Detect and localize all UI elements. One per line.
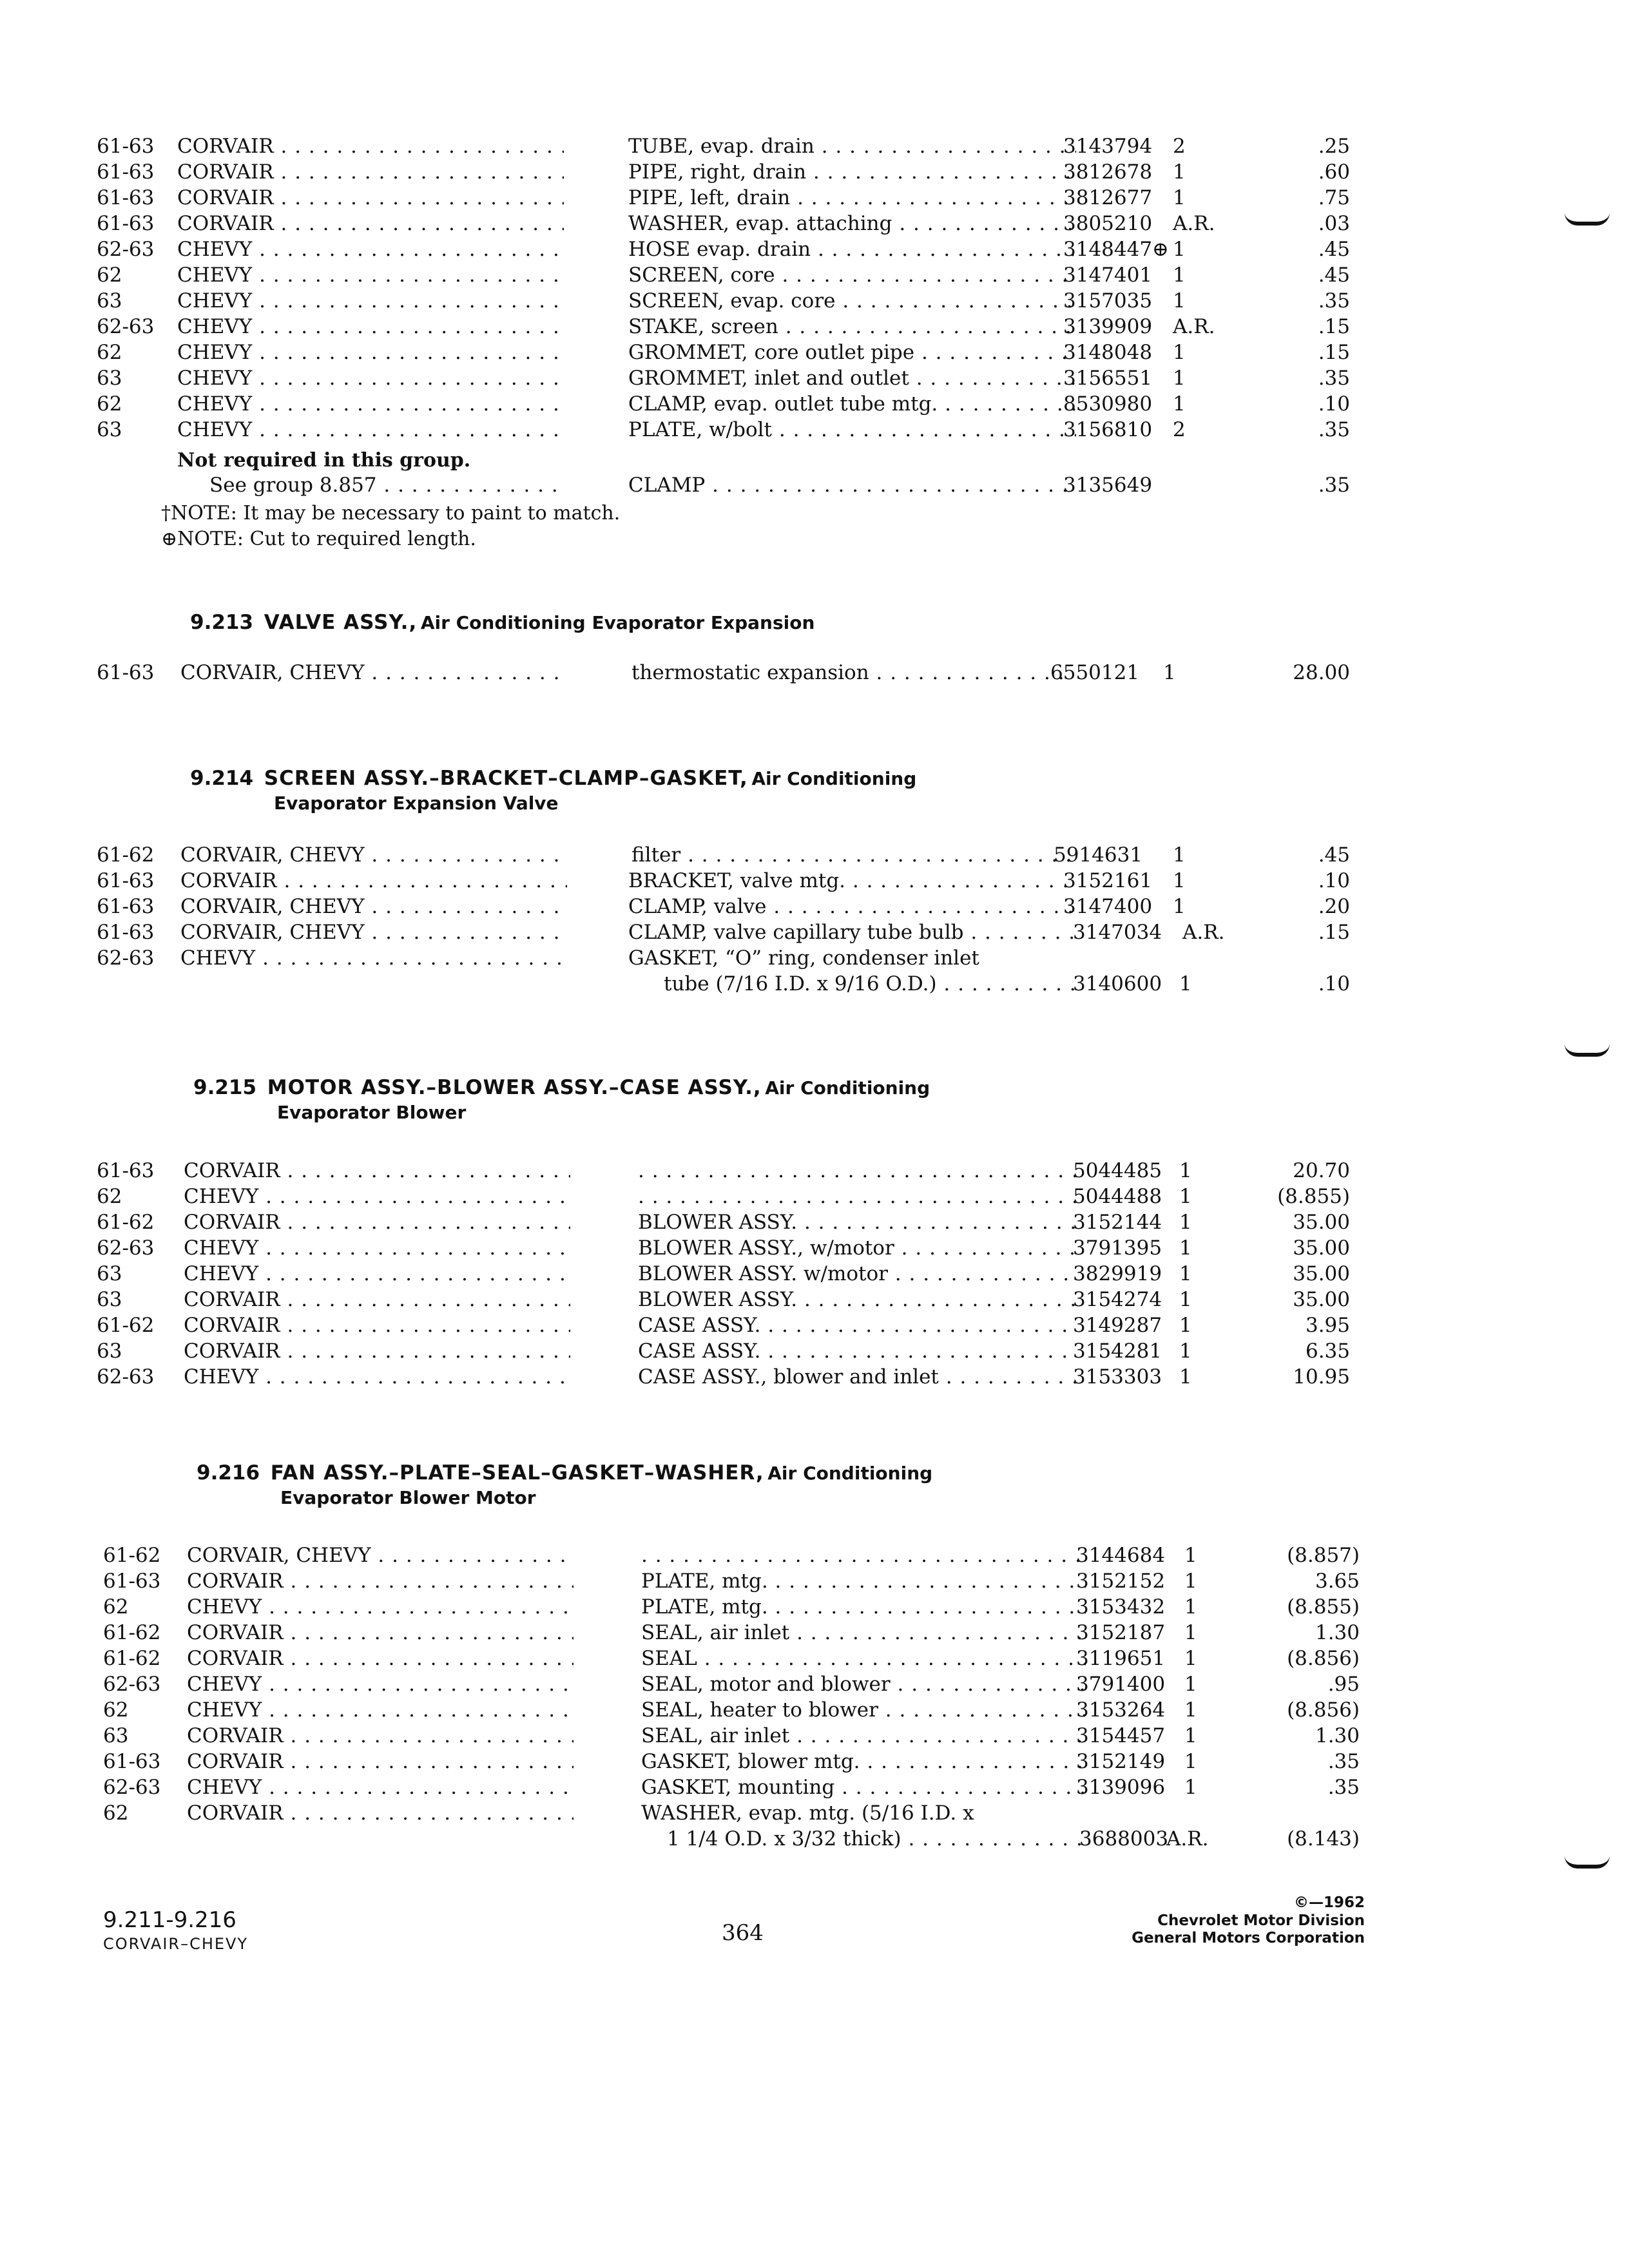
price-cell: 35.00 xyxy=(1293,1211,1350,1234)
binder-mark xyxy=(1565,1856,1610,1869)
model-cell: CORVAIR, CHEVY . . . xyxy=(180,892,567,921)
section-heading-9215 xyxy=(193,1076,930,1123)
quantity-cell: 1 xyxy=(1163,661,1176,684)
quantity-cell: 1 xyxy=(1184,1647,1197,1670)
part-number-cell: 5044488 xyxy=(1073,1185,1162,1208)
description-cell: SEAL, motor and blower . . . xyxy=(641,1670,1086,1698)
section-title-suffix: Air Conditioning xyxy=(765,1077,930,1099)
description-cell: PLATE, mtg. . . . xyxy=(641,1593,1086,1621)
price-cell: 1.30 xyxy=(1315,1621,1360,1644)
year-cell: 61-63 xyxy=(97,135,155,158)
price-cell: .60 xyxy=(1318,160,1350,184)
year-cell: 61-63 xyxy=(97,869,155,892)
description-cell: SEAL, air inlet . . . xyxy=(641,1619,1086,1647)
model-cell: CHEVY . . . xyxy=(177,390,564,418)
part-number-cell: 3152149 xyxy=(1076,1750,1166,1773)
description-cell: GROMMET, inlet and outlet . . . xyxy=(628,364,1076,392)
model-cell: CORVAIR . . . xyxy=(187,1722,574,1750)
description-cell: BLOWER ASSY. . . . xyxy=(638,1285,1076,1314)
part-number-cell: 3156810 xyxy=(1063,418,1153,441)
price-cell: (8.857) xyxy=(1287,1544,1360,1567)
year-cell: 61-63 xyxy=(103,1750,161,1773)
part-number-cell: 3688003 xyxy=(1079,1827,1169,1850)
quantity-cell: 1 xyxy=(1173,895,1186,918)
description-cell: GASKET, mounting . . . xyxy=(641,1773,1086,1802)
price-cell: 35.00 xyxy=(1293,1262,1350,1285)
part-number-cell: 3791400 xyxy=(1076,1673,1166,1696)
quantity-cell: 1 xyxy=(1184,1750,1197,1773)
description-cell: CLAMP, valve capillary tube bulb . . . xyxy=(628,918,1076,947)
year-cell: 63 xyxy=(97,1262,122,1285)
price-cell: (8.855) xyxy=(1277,1185,1350,1208)
quantity-cell: A.R. xyxy=(1173,212,1215,235)
quantity-cell: 1 xyxy=(1173,264,1186,287)
model-cell: CORVAIR . . . xyxy=(187,1799,574,1827)
quantity-cell: 1 xyxy=(1184,1724,1197,1747)
price-cell: 6.35 xyxy=(1305,1340,1350,1363)
price-cell: (8.855) xyxy=(1287,1595,1360,1619)
model-cell: CHEVY . . . xyxy=(177,364,564,392)
price-cell: .45 xyxy=(1318,843,1350,867)
model-cell: CHEVY . . . xyxy=(184,1260,570,1288)
price-cell: .75 xyxy=(1318,186,1350,209)
year-cell: 61-63 xyxy=(97,921,155,944)
quantity-cell: 1 xyxy=(1179,1288,1192,1311)
description-cell: BLOWER ASSY., w/motor . . . xyxy=(638,1234,1076,1262)
not-required-note: Not required in this group. xyxy=(177,449,471,472)
price-cell: .45 xyxy=(1318,264,1350,287)
price-cell: (8.143) xyxy=(1287,1827,1360,1850)
section-subtitle: Evaporator Expansion Valve xyxy=(274,793,559,814)
year-cell: 61-62 xyxy=(103,1621,161,1644)
price-cell: .35 xyxy=(1318,474,1350,497)
quantity-cell: A.R. xyxy=(1182,921,1225,944)
section-number: 9.214 xyxy=(190,767,254,790)
price-cell: .15 xyxy=(1318,921,1350,944)
price-cell: 20.70 xyxy=(1293,1159,1350,1182)
description-cell: STAKE, screen . . . xyxy=(628,312,1076,341)
year-cell: 61-63 xyxy=(97,212,155,235)
quantity-cell: 1 xyxy=(1179,1185,1192,1208)
quantity-cell: 1 xyxy=(1184,1698,1197,1722)
model-cell: CORVAIR . . . xyxy=(180,867,567,895)
description-cell: CLAMP, evap. outlet tube mtg. . . . xyxy=(628,390,1076,418)
description-cell: SEAL, heater to blower . . . xyxy=(641,1696,1086,1724)
quantity-cell: 1 xyxy=(1173,238,1186,261)
price-cell: .03 xyxy=(1318,212,1350,235)
quantity-cell: 1 xyxy=(1173,341,1186,364)
part-number-cell: 3154457 xyxy=(1076,1724,1166,1747)
year-cell: 63 xyxy=(97,1340,122,1363)
model-cell: CHEVY . . . xyxy=(184,1363,570,1391)
quantity-cell: 1 xyxy=(1173,160,1186,184)
year-cell: 62-63 xyxy=(103,1673,161,1696)
part-number-cell: 8530980 xyxy=(1063,392,1153,416)
part-number-cell: 3152161 xyxy=(1063,869,1153,892)
part-number-cell: 3812678 xyxy=(1063,160,1153,184)
year-cell: 61-63 xyxy=(97,186,155,209)
description-cell: 1 1/4 O.D. x 3/32 thick) . . . xyxy=(667,1825,1086,1853)
quantity-cell: 1 xyxy=(1179,972,1192,995)
description-cell: GASKET, blower mtg. . . . xyxy=(641,1747,1086,1776)
part-number-cell: 3156551 xyxy=(1063,367,1153,390)
price-cell: .35 xyxy=(1318,418,1350,441)
section-title-suffix: Air Conditioning Evaporator Expansion xyxy=(420,612,815,633)
quantity-cell: 1 xyxy=(1179,1236,1192,1260)
year-cell: 61-62 xyxy=(103,1544,161,1567)
part-number-cell: 3147401 xyxy=(1063,264,1153,287)
quantity-cell: 1 xyxy=(1184,1673,1197,1696)
footer-models: CORVAIR–CHEVY xyxy=(103,1935,249,1953)
part-number-cell: 3139909 xyxy=(1063,315,1153,338)
price-cell: .10 xyxy=(1318,869,1350,892)
quantity-cell: 1 xyxy=(1179,1262,1192,1285)
year-cell: 63 xyxy=(103,1724,129,1747)
price-cell: (8.856) xyxy=(1287,1647,1360,1670)
model-cell: CORVAIR . . . xyxy=(177,184,564,212)
price-cell: .10 xyxy=(1318,392,1350,416)
part-number-cell: 3153264 xyxy=(1076,1698,1166,1722)
description-cell: CASE ASSY., blower and inlet . . . xyxy=(638,1363,1076,1391)
section-number: 9.216 xyxy=(197,1461,260,1485)
quantity-cell: 1 xyxy=(1173,186,1186,209)
quantity-cell: 2 xyxy=(1173,135,1186,158)
part-number-cell: 3154281 xyxy=(1073,1340,1162,1363)
quantity-cell: 1 xyxy=(1184,1570,1197,1593)
description-cell: CLAMP, valve . . . xyxy=(628,892,1076,921)
model-cell: CHEVY . . . xyxy=(184,1234,570,1262)
price-cell: .15 xyxy=(1318,315,1350,338)
year-cell: 61-63 xyxy=(97,895,155,918)
model-cell: CHEVY . . . xyxy=(177,261,564,289)
section-title: FAN ASSY.–PLATE–SEAL–GASKET–WASHER, xyxy=(270,1461,764,1485)
part-number-cell: 3148447⊕ xyxy=(1063,238,1170,261)
year-cell: 63 xyxy=(97,418,122,441)
description-cell: HOSE evap. drain . . . xyxy=(628,235,1076,264)
description-cell: BLOWER ASSY. w/motor . . . xyxy=(638,1260,1076,1288)
part-number-cell: 3143794 xyxy=(1063,135,1153,158)
description-cell: PLATE, w/bolt . . . xyxy=(628,416,1076,444)
year-cell: 61-63 xyxy=(103,1570,161,1593)
quantity-cell: 1 xyxy=(1173,367,1186,390)
price-cell: .45 xyxy=(1318,238,1350,261)
description-cell: BLOWER ASSY. . . . xyxy=(638,1208,1076,1236)
part-number-cell: 5044485 xyxy=(1073,1159,1162,1182)
model-cell: CHEVY . . . xyxy=(177,312,564,341)
footer-division: Chevrolet Motor Division xyxy=(1157,1912,1365,1929)
quantity-cell: 1 xyxy=(1184,1621,1197,1644)
price-cell: .95 xyxy=(1327,1673,1360,1696)
description-cell: SCREEN, core . . . xyxy=(628,261,1076,289)
description-cell: SCREEN, evap. core . . . xyxy=(628,287,1076,315)
section-heading-9216 xyxy=(197,1461,932,1508)
price-cell: 35.00 xyxy=(1293,1288,1350,1311)
quantity-cell: 1 xyxy=(1179,1340,1192,1363)
model-cell: CORVAIR . . . xyxy=(184,1285,570,1314)
section-title-suffix: Air Conditioning xyxy=(767,1463,933,1484)
binder-mark xyxy=(1565,213,1610,226)
quantity-cell: 1 xyxy=(1179,1365,1192,1389)
model-cell: CORVAIR . . . xyxy=(187,1567,574,1595)
part-number-cell: 3152144 xyxy=(1073,1211,1162,1234)
year-cell: 62-63 xyxy=(97,315,155,338)
quantity-cell: 1 xyxy=(1184,1544,1197,1567)
description-cell: SEAL, air inlet . . . xyxy=(641,1722,1086,1750)
section-number: 9.213 xyxy=(190,611,254,634)
page-number: 364 xyxy=(722,1920,764,1946)
description-cell: GROMMET, core outlet pipe . . . xyxy=(628,338,1076,367)
model-cell: CHEVY . . . xyxy=(177,287,564,315)
model-cell: CHEVY . . . xyxy=(187,1696,574,1724)
model-cell: CHEVY . . . xyxy=(177,235,564,264)
price-cell: .35 xyxy=(1327,1776,1360,1799)
year-cell: 62 xyxy=(103,1595,129,1619)
description-cell: PIPE, right, drain . . . xyxy=(628,158,1076,186)
section-title-suffix: Air Conditioning xyxy=(751,768,917,789)
description-cell: tube (7/16 I.D. x 9/16 O.D.) . . . xyxy=(664,970,1076,998)
year-cell: 62-63 xyxy=(97,947,155,970)
model-cell: CHEVY . . . xyxy=(187,1670,574,1698)
year-cell: 61-62 xyxy=(97,1314,155,1337)
price-cell: .20 xyxy=(1318,895,1350,918)
year-cell: 61-63 xyxy=(97,661,155,684)
part-number-cell: 3829919 xyxy=(1073,1262,1162,1285)
cut-note: ⊕NOTE: Cut to required length. xyxy=(161,528,476,550)
year-cell: 61-63 xyxy=(97,1159,155,1182)
section-heading-9214 xyxy=(190,767,916,814)
part-number-cell: 3805210 xyxy=(1063,212,1153,235)
year-cell: 63 xyxy=(97,367,122,390)
description-cell: WASHER, evap. attaching . . . xyxy=(628,209,1076,238)
model-cell: CORVAIR . . . xyxy=(184,1311,570,1340)
model-cell: CHEVY . . . xyxy=(180,944,567,972)
part-number-cell: 3157035 xyxy=(1063,289,1153,312)
model-cell: CHEVY . . . xyxy=(187,1773,574,1802)
year-cell: 62 xyxy=(97,1185,122,1208)
description-cell: BRACKET, valve mtg. . . . xyxy=(628,867,1076,895)
part-number-cell: 6550121 xyxy=(1050,661,1140,684)
description-cell xyxy=(638,1182,1076,1211)
footer-section-range: 9.211-9.216 xyxy=(103,1907,236,1933)
description-cell: thermostatic expansion . . . xyxy=(631,658,1070,687)
price-cell: .35 xyxy=(1318,289,1350,312)
part-number-cell: 3791395 xyxy=(1073,1236,1162,1260)
quantity-cell: 1 xyxy=(1173,869,1186,892)
part-number-cell: 3812677 xyxy=(1063,186,1153,209)
model-cell: CORVAIR, CHEVY . . . xyxy=(187,1541,574,1570)
quantity-cell: 1 xyxy=(1179,1211,1192,1234)
year-cell: 61-62 xyxy=(97,843,155,867)
part-number-cell: 3144684 xyxy=(1076,1544,1166,1567)
quantity-cell: A.R. xyxy=(1173,315,1215,338)
see-group-cell: See group 8.857 . . . xyxy=(209,471,564,499)
price-cell: 10.95 xyxy=(1293,1365,1350,1389)
description-cell: GASKET, “O” ring, condenser inlet xyxy=(628,947,979,970)
year-cell: 62 xyxy=(103,1802,129,1825)
part-number-cell: 3147034 xyxy=(1073,921,1162,944)
part-number-cell: 3140600 xyxy=(1073,972,1162,995)
price-cell: 28.00 xyxy=(1293,661,1350,684)
section-title: MOTOR ASSY.–BLOWER ASSY.–CASE ASSY., xyxy=(267,1076,762,1099)
description-cell: filter . . . xyxy=(631,841,1073,869)
model-cell: CORVAIR, CHEVY . . . xyxy=(180,918,567,947)
footer-corporation: General Motors Corporation xyxy=(1132,1930,1365,1946)
description-cell xyxy=(638,1157,1076,1185)
section-title: VALVE ASSY., xyxy=(264,611,418,634)
binder-mark xyxy=(1565,1044,1610,1057)
quantity-cell: 1 xyxy=(1184,1595,1197,1619)
description-cell: PIPE, left, drain . . . xyxy=(628,184,1076,212)
year-cell: 61-62 xyxy=(97,1211,155,1234)
quantity-cell: 1 xyxy=(1173,843,1186,867)
price-cell: .15 xyxy=(1318,341,1350,364)
description-cell: CASE ASSY. . . . xyxy=(638,1311,1076,1340)
price-cell: (8.856) xyxy=(1287,1698,1360,1722)
description-cell: SEAL . . . xyxy=(641,1644,1086,1673)
part-number-cell: 3154274 xyxy=(1073,1288,1162,1311)
quantity-cell: 1 xyxy=(1179,1159,1192,1182)
description-cell: WASHER, evap. mtg. (5/16 I.D. x xyxy=(641,1802,974,1825)
section-title: SCREEN ASSY.–BRACKET–CLAMP–GASKET, xyxy=(264,767,748,790)
part-number-cell: 3152187 xyxy=(1076,1621,1166,1644)
model-cell: CORVAIR, CHEVY . . . xyxy=(180,658,567,687)
quantity-cell: 1 xyxy=(1173,289,1186,312)
description-cell: TUBE, evap. drain . . . xyxy=(628,132,1076,160)
model-cell: CHEVY . . . xyxy=(184,1182,570,1211)
section-subtitle: Evaporator Blower Motor xyxy=(280,1487,536,1508)
model-cell: CORVAIR . . . xyxy=(184,1337,570,1365)
year-cell: 62 xyxy=(97,264,122,287)
model-cell: CORVAIR, CHEVY . . . xyxy=(180,841,567,869)
model-cell: CORVAIR . . . xyxy=(177,209,564,238)
quantity-cell: A.R. xyxy=(1166,1827,1209,1850)
description-cell: PLATE, mtg. . . . xyxy=(641,1567,1086,1595)
model-cell: CORVAIR . . . xyxy=(187,1619,574,1647)
model-cell: CORVAIR . . . xyxy=(187,1747,574,1776)
model-cell: CHEVY . . . xyxy=(177,416,564,444)
description-cell xyxy=(641,1541,1086,1570)
quantity-cell: 1 xyxy=(1184,1776,1197,1799)
price-cell: .25 xyxy=(1318,135,1350,158)
section-subtitle: Evaporator Blower xyxy=(277,1102,467,1123)
price-cell: .35 xyxy=(1318,367,1350,390)
section-number: 9.215 xyxy=(193,1076,257,1099)
price-cell: .10 xyxy=(1318,972,1350,995)
part-number-cell: 3149287 xyxy=(1073,1314,1162,1337)
year-cell: 63 xyxy=(97,289,122,312)
paint-note: †NOTE: It may be necessary to paint to match. xyxy=(161,502,621,524)
year-cell: 62-63 xyxy=(97,1365,155,1389)
year-cell: 61-62 xyxy=(103,1647,161,1670)
part-number-cell: 3139096 xyxy=(1076,1776,1166,1799)
part-number-cell: 3152152 xyxy=(1076,1570,1166,1593)
year-cell: 62 xyxy=(97,392,122,416)
part-number-cell: 3153432 xyxy=(1076,1595,1166,1619)
price-cell: 3.65 xyxy=(1315,1570,1360,1593)
quantity-cell: 2 xyxy=(1173,418,1186,441)
model-cell: CORVAIR . . . xyxy=(177,158,564,186)
part-number-cell: 3148048 xyxy=(1063,341,1153,364)
model-cell: CHEVY . . . xyxy=(187,1593,574,1621)
quantity-cell: 1 xyxy=(1173,392,1186,416)
year-cell: 62-63 xyxy=(103,1776,161,1799)
year-cell: 63 xyxy=(97,1288,122,1311)
model-cell: CORVAIR . . . xyxy=(184,1157,570,1185)
year-cell: 62-63 xyxy=(97,1236,155,1260)
footer-copyright: ©—1962 xyxy=(1293,1894,1365,1911)
model-cell: CORVAIR . . . xyxy=(184,1208,570,1236)
part-number-cell: 3147400 xyxy=(1063,895,1153,918)
price-cell: 35.00 xyxy=(1293,1236,1350,1260)
section-heading-9213 xyxy=(190,611,815,634)
description-cell: CLAMP . . . xyxy=(628,471,1076,499)
price-cell: 1.30 xyxy=(1315,1724,1360,1747)
part-number-cell: 3119651 xyxy=(1076,1647,1166,1670)
part-number-cell: 3135649 xyxy=(1063,474,1153,497)
model-cell: CHEVY . . . xyxy=(177,338,564,367)
price-cell: 3.95 xyxy=(1305,1314,1350,1337)
part-number-cell: 3153303 xyxy=(1073,1365,1162,1389)
model-cell: CORVAIR . . . xyxy=(187,1644,574,1673)
price-cell: .35 xyxy=(1327,1750,1360,1773)
description-cell: CASE ASSY. . . . xyxy=(638,1337,1076,1365)
year-cell: 62 xyxy=(103,1698,129,1722)
quantity-cell: 1 xyxy=(1179,1314,1192,1337)
part-number-cell: 5914631 xyxy=(1054,843,1143,867)
year-cell: 62-63 xyxy=(97,238,155,261)
year-cell: 61-63 xyxy=(97,160,155,184)
model-cell: CORVAIR . . . xyxy=(177,132,564,160)
year-cell: 62 xyxy=(97,341,122,364)
